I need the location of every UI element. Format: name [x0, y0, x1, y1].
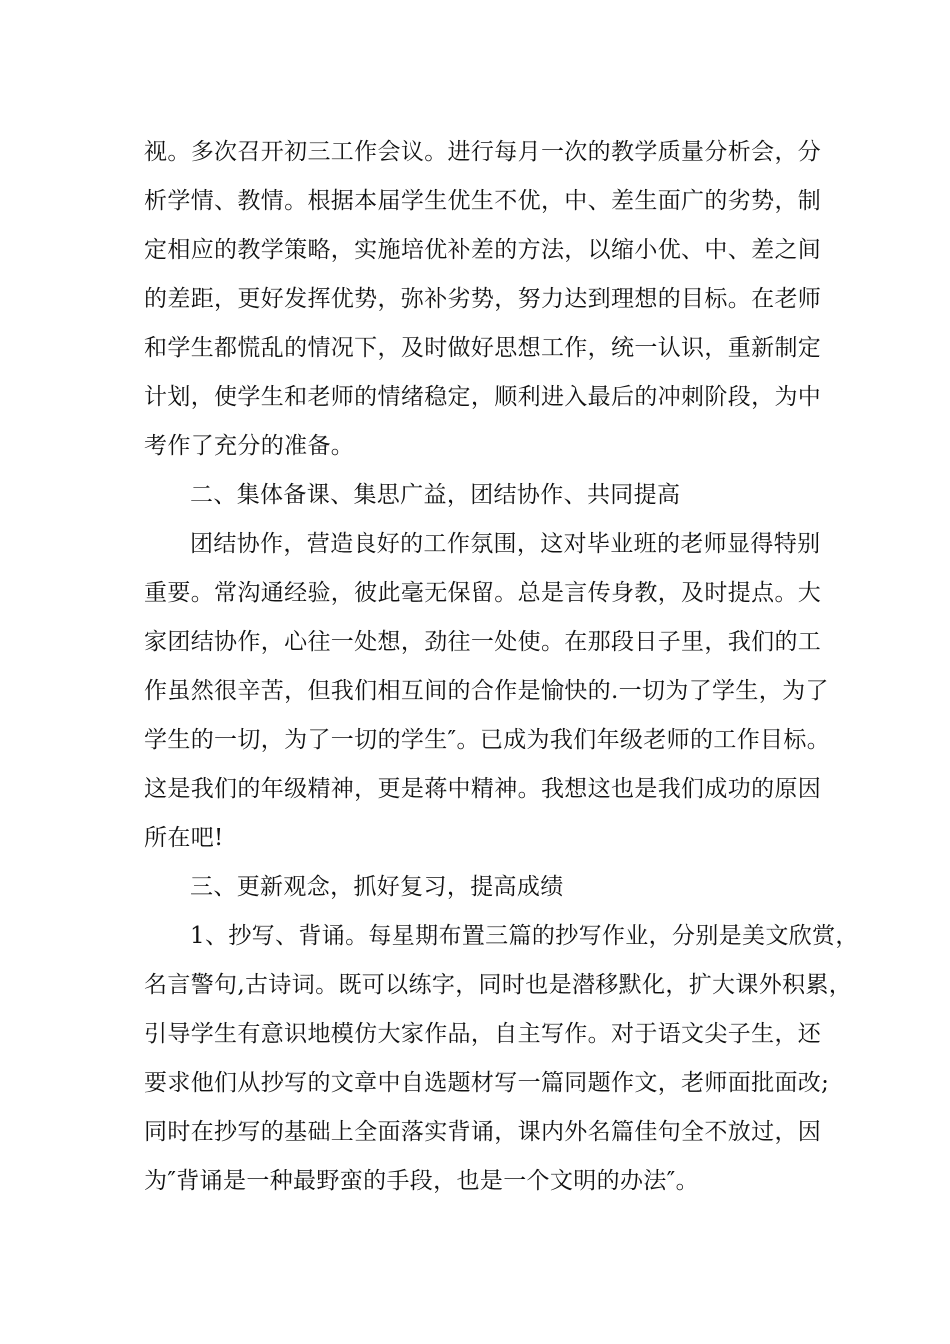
text-line: 视。多次召开初三工作会议。进行每月一次的教学质量分析会，分	[144, 139, 822, 165]
text-line: 计划，使学生和老师的情绪稳定，顺利进入最后的冲刺阶段，为中	[144, 384, 822, 410]
text-line: 1、抄写、背诵。每星期布置三篇的抄写作业，分别是美文欣赏，	[190, 923, 859, 949]
text-line: 名言警句,古诗词。既可以练字，同时也是潜移默化，扩大课外积累，	[144, 972, 853, 998]
text-line: 考作了充分的准备。	[144, 433, 355, 459]
text-line: 这是我们的年级精神，更是蒋中精神。我想这也是我们成功的原因	[144, 776, 822, 802]
text-line: 团结协作，营造良好的工作氛围，这对毕业班的老师显得特别	[190, 531, 821, 557]
text-line: 的差距，更好发挥优势，弥补劣势，努力达到理想的目标。在老师	[144, 286, 822, 312]
text-line: 定相应的教学策略，实施培优补差的方法，以缩小优、中、差之间	[144, 237, 822, 263]
document-body	[144, 128, 859, 1206]
text-line: 同时在抄写的基础上全面落实背诵，课内外名篇佳句全不放过，因	[144, 1119, 822, 1145]
text-line: 要求他们从抄写的文章中自选题材写一篇同题作文，老师面批面改;	[144, 1070, 830, 1096]
text-line: 引导学生有意识地模仿大家作品，自主写作。对于语文尖子生，还	[144, 1021, 822, 1047]
text-line: 和学生都慌乱的情况下，及时做好思想工作，统一认识，重新制定	[144, 335, 822, 361]
text-line: 学生的一切，为了一切的学生″。已成为我们年级老师的工作目标。	[144, 727, 831, 753]
text-line: 析学情、教情。根据本届学生优生不优，中、差生面广的劣势，制	[144, 188, 822, 214]
text-line: 家团结协作，心往一处想，劲往一处使。在那段日子里，我们的工	[144, 629, 822, 655]
text-line: 为″背诵是一种最野蛮的手段，也是一个文明的办法″。	[144, 1168, 699, 1194]
section-heading: 二、集体备课、集思广益，团结协作、共同提高	[190, 482, 681, 508]
text-line: 作虽然很辛苦，但我们相互间的合作是愉快的.一切为了学生，为了	[144, 678, 829, 704]
text-line: 所在吧!	[144, 825, 224, 851]
section-heading: 三、更新观念，抓好复习，提高成绩	[190, 874, 564, 900]
text-line: 重要。常沟通经验，彼此毫无保留。总是言传身教，及时提点。大	[144, 580, 822, 606]
